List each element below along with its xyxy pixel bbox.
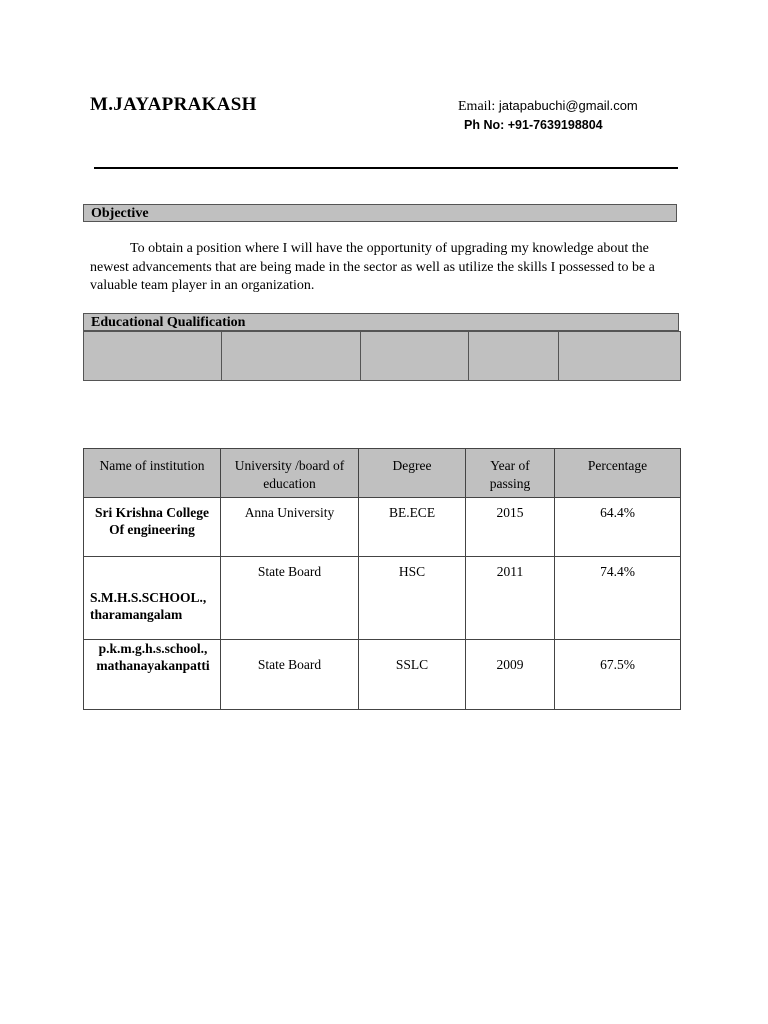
column-header: Year of passing <box>466 449 555 498</box>
email-line <box>458 98 638 115</box>
education-heading: Educational Qualification <box>83 313 679 331</box>
institution-cell: S.M.H.S.SCHOOL., tharamangalam <box>84 557 221 640</box>
email-value: jatapabuchi@gmail.com <box>498 98 638 113</box>
column-header: Degree <box>359 449 466 498</box>
degree-cell: BE.ECE <box>359 498 466 557</box>
board-cell: State Board <box>221 640 359 710</box>
header-divider <box>94 167 678 169</box>
year-cell: 2011 <box>466 557 555 640</box>
empty-cell <box>469 332 559 381</box>
email-label: Email: <box>458 99 499 114</box>
objective-text: To obtain a position where I will have the opportunity of upgrading my knowledge about the newest advancements that are being made in the sector as well as utilize the skills I possessed to be a valuable team player in an organization. <box>90 241 655 293</box>
percentage-cell: 67.5% <box>555 640 681 710</box>
phone-number: Ph No: +91-7639198804 <box>464 118 603 132</box>
table-row <box>84 557 681 640</box>
candidate-name: M.JAYAPRAKASH <box>90 94 257 115</box>
empty-cell <box>222 332 361 381</box>
degree-cell: HSC <box>359 557 466 640</box>
board-cell: State Board <box>221 557 359 640</box>
table-header-row <box>84 449 681 498</box>
percentage-cell: 74.4% <box>555 557 681 640</box>
objective-heading: Objective <box>83 204 677 222</box>
empty-cell <box>559 332 681 381</box>
year-cell: 2015 <box>466 498 555 557</box>
degree-cell: SSLC <box>359 640 466 710</box>
percentage-cell: 64.4% <box>555 498 681 557</box>
empty-cell <box>84 332 222 381</box>
empty-header-grid <box>83 331 681 381</box>
empty-cell <box>361 332 469 381</box>
institution-cell: Sri Krishna College Of engineering <box>84 498 221 557</box>
table-row <box>84 498 681 557</box>
column-header: Name of institution <box>84 449 221 498</box>
institution-cell: p.k.m.g.h.s.school., mathanayakanpatti <box>84 640 221 710</box>
column-header: Percentage <box>555 449 681 498</box>
objective-paragraph <box>90 240 680 296</box>
board-cell: Anna University <box>221 498 359 557</box>
table-row <box>84 640 681 710</box>
education-table <box>83 448 681 710</box>
column-header: University /board of education <box>221 449 359 498</box>
year-cell: 2009 <box>466 640 555 710</box>
